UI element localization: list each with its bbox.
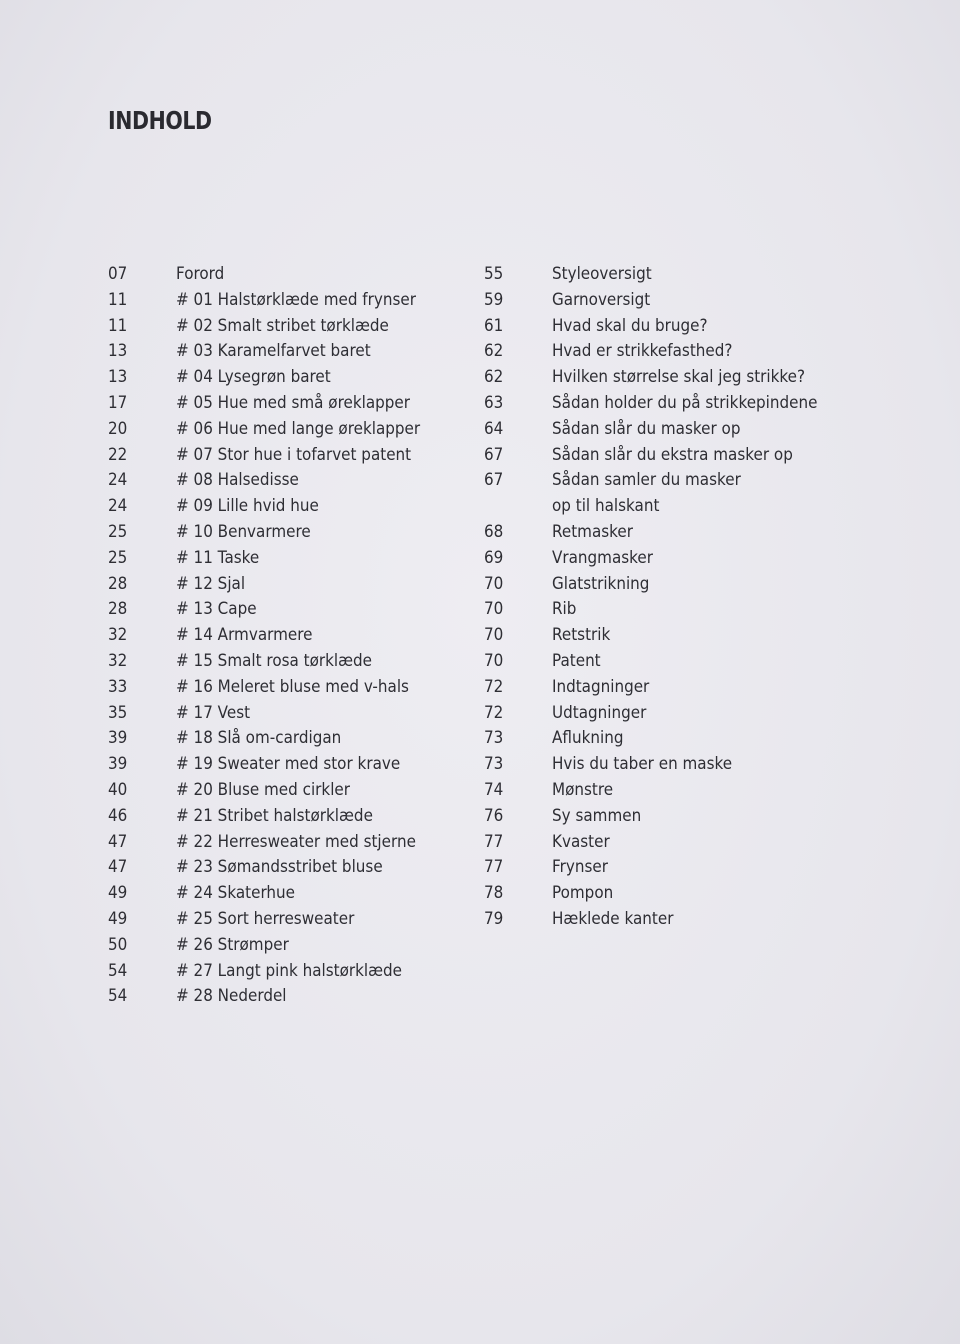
toc-entry — [108, 548, 441, 574]
toc-entry-title: Frynser — [552, 857, 608, 877]
toc-entry-title: # 27 Langt pink halstørklæde — [176, 960, 402, 980]
toc-entry — [484, 419, 841, 445]
toc-entry — [108, 703, 441, 729]
toc-page-number: 77 — [484, 857, 504, 877]
toc-entry-title: # 28 Nederdel — [176, 986, 287, 1006]
toc-page-number: 69 — [484, 547, 504, 567]
toc-entry — [108, 496, 441, 522]
toc-page-number: 70 — [484, 573, 504, 593]
toc-entry — [484, 496, 841, 522]
toc-page-number: 63 — [484, 392, 504, 412]
toc-entry — [484, 832, 841, 858]
toc-entry-title: Styleoversigt — [552, 264, 652, 283]
toc-page-number: 40 — [108, 779, 128, 799]
toc-entry-title: # 17 Vest — [176, 702, 251, 722]
toc-entry — [108, 290, 441, 316]
toc-page-number: 07 — [108, 264, 128, 283]
toc-entry — [108, 986, 441, 1012]
toc-entry-title: Sådan slår du ekstra masker op — [552, 444, 793, 464]
toc-page-number: 68 — [484, 521, 504, 541]
toc-page-number: 70 — [484, 650, 504, 670]
toc-entry — [484, 754, 841, 780]
toc-page-number: 46 — [108, 805, 128, 825]
toc-entry-title: # 25 Sort herresweater — [176, 908, 355, 928]
toc-page-number: 72 — [484, 676, 504, 696]
toc-entry — [484, 548, 841, 574]
toc-page-number: 72 — [484, 702, 504, 722]
toc-entry-title: Udtagninger — [552, 702, 647, 722]
toc-entry-title: # 06 Hue med lange øreklapper — [176, 418, 421, 438]
toc-entry — [484, 625, 841, 651]
toc-page-number: 35 — [108, 702, 128, 722]
toc-page-number: 49 — [108, 883, 128, 903]
toc-entry — [484, 651, 841, 677]
toc-entry-title: # 01 Halstørklæde med frynser — [176, 289, 416, 309]
toc-entry — [484, 857, 841, 883]
toc-page-number: 78 — [484, 883, 504, 903]
toc-entry — [484, 445, 841, 471]
toc-entry — [484, 290, 841, 316]
toc-page-number: 17 — [108, 392, 128, 412]
toc-right-column — [484, 264, 841, 935]
toc-page-number: 50 — [108, 934, 128, 954]
toc-entry — [108, 393, 441, 419]
toc-entry-title: Forord — [176, 264, 225, 283]
toc-entry-title: # 08 Halsedisse — [176, 470, 299, 490]
toc-entry — [108, 341, 441, 367]
toc-page-number: 73 — [484, 754, 504, 774]
toc-entry-title: # 09 Lille hvid hue — [176, 496, 319, 516]
toc-entry — [484, 393, 841, 419]
toc-page-number: 70 — [484, 625, 504, 645]
toc-entry-title: # 04 Lysegrøn baret — [176, 367, 331, 387]
toc-page-number: 54 — [108, 960, 128, 980]
toc-entry — [108, 883, 441, 909]
toc-entry — [484, 806, 841, 832]
toc-page-number: 76 — [484, 805, 504, 825]
toc-entry-title: Aflukning — [552, 728, 624, 748]
toc-page-number: 54 — [108, 986, 128, 1006]
toc-entry-title: Retmasker — [552, 521, 633, 541]
toc-entry — [108, 832, 441, 858]
toc-entry-title: op til halskant — [552, 496, 660, 516]
toc-entry — [484, 522, 841, 548]
toc-page-number: 55 — [484, 264, 504, 283]
toc-entry — [484, 728, 841, 754]
toc-entry-title: # 15 Smalt rosa tørklæde — [176, 650, 373, 670]
toc-entry-title: Garnoversigt — [552, 289, 651, 309]
toc-entry — [108, 316, 441, 342]
toc-entry — [108, 367, 441, 393]
toc-entry-title: Hæklede kanter — [552, 908, 674, 928]
toc-page-number: 13 — [108, 367, 128, 387]
toc-entry — [108, 780, 441, 806]
toc-entry-title: Pompon — [552, 883, 614, 903]
toc-entry-title: Mønstre — [552, 779, 614, 799]
toc-page-number: 64 — [484, 418, 504, 438]
toc-page-number: 67 — [484, 470, 504, 490]
toc-page-number: 24 — [108, 496, 128, 516]
toc-entry-title: # 21 Stribet halstørklæde — [176, 805, 373, 825]
toc-entry-title: # 11 Taske — [176, 547, 260, 567]
toc-entry — [484, 574, 841, 600]
toc-entry — [484, 599, 841, 625]
toc-entry-title: # 20 Bluse med cirkler — [176, 779, 350, 799]
toc-entry — [108, 857, 441, 883]
toc-page-number: 39 — [108, 754, 128, 774]
toc-entry — [108, 625, 441, 651]
toc-page-number: 11 — [108, 315, 128, 335]
toc-entry-title: # 14 Armvarmere — [176, 625, 313, 645]
toc-entry-title: Hvad er strikkefasthed? — [552, 341, 733, 361]
toc-entry — [484, 677, 841, 703]
toc-entry — [108, 470, 441, 496]
toc-entry-title: # 12 Sjal — [176, 573, 246, 593]
toc-entry-title: Vrangmasker — [552, 547, 654, 567]
toc-page-number: 47 — [108, 857, 128, 877]
toc-entry — [108, 961, 441, 987]
toc-page-number: 77 — [484, 831, 504, 851]
toc-entry-title: # 07 Stor hue i tofarvet patent — [176, 444, 412, 464]
toc-entry — [108, 754, 441, 780]
toc-entry — [108, 599, 441, 625]
toc-page-number: 61 — [484, 315, 504, 335]
toc-entry-title: # 05 Hue med små øreklapper — [176, 392, 410, 412]
toc-page-number: 25 — [108, 547, 128, 567]
toc-page-number: 32 — [108, 650, 128, 670]
toc-page-number: 39 — [108, 728, 128, 748]
toc-page-number: 22 — [108, 444, 128, 464]
toc-entry-title: # 16 Meleret bluse med v-hals — [176, 676, 409, 696]
toc-entry — [108, 419, 441, 445]
toc-entry-title: # 19 Sweater med stor krave — [176, 754, 401, 774]
toc-entry — [108, 574, 441, 600]
toc-entry-title: # 18 Slå om-cardigan — [176, 728, 342, 748]
toc-entry-title: Sådan holder du på strikkepindene — [552, 392, 818, 412]
toc-entry — [108, 806, 441, 832]
toc-page-number: 70 — [484, 599, 504, 619]
toc-entry — [484, 316, 841, 342]
toc-left-column — [108, 264, 441, 1012]
toc-page-number: 11 — [108, 289, 128, 309]
toc-entry — [484, 264, 841, 290]
toc-page-number: 62 — [484, 341, 504, 361]
toc-page-number: 25 — [108, 521, 128, 541]
toc-page-number: 79 — [484, 908, 504, 928]
toc-entry — [108, 264, 441, 290]
toc-entry-title: Patent — [552, 650, 601, 670]
toc-entry — [108, 909, 441, 935]
toc-page-number: 13 — [108, 341, 128, 361]
toc-page-number: 28 — [108, 599, 128, 619]
toc-entry — [484, 883, 841, 909]
toc-entry — [484, 470, 841, 496]
toc-entry-title: # 13 Cape — [176, 599, 257, 619]
toc-page-number: 33 — [108, 676, 128, 696]
toc-entry — [108, 651, 441, 677]
toc-page-number: 47 — [108, 831, 128, 851]
toc-entry-title: # 03 Karamelfarvet baret — [176, 341, 371, 361]
toc-entry-title: # 24 Skaterhue — [176, 883, 295, 903]
toc-entry-title: Sådan slår du masker op — [552, 418, 741, 438]
toc-entry-title: Sy sammen — [552, 805, 642, 825]
toc-entry — [484, 703, 841, 729]
toc-entry-title: Hvad skal du bruge? — [552, 315, 708, 335]
toc-entry-title: # 10 Benvarmere — [176, 521, 311, 541]
toc-page-number: 74 — [484, 779, 504, 799]
toc-entry-title: # 23 Sømandsstribet bluse — [176, 857, 383, 877]
toc-entry-title: Indtagninger — [552, 676, 650, 696]
toc-entry — [108, 728, 441, 754]
toc-entry — [484, 367, 841, 393]
toc-entry-title: Sådan samler du masker — [552, 470, 741, 490]
toc-entry-title: Kvaster — [552, 831, 610, 851]
toc-entry — [108, 522, 441, 548]
toc-page-number: 67 — [484, 444, 504, 464]
toc-page-number: 20 — [108, 418, 128, 438]
toc-page-number: 32 — [108, 625, 128, 645]
toc-entry-title: Hvilken størrelse skal jeg strikke? — [552, 367, 806, 387]
toc-entry-title: # 26 Strømper — [176, 934, 289, 954]
toc-page-number: 62 — [484, 367, 504, 387]
toc-entry — [484, 341, 841, 367]
toc-entry — [108, 935, 441, 961]
toc-entry-title: Rib — [552, 599, 577, 619]
toc-page-number: 28 — [108, 573, 128, 593]
toc-page-number: 59 — [484, 289, 504, 309]
toc-page-number: 73 — [484, 728, 504, 748]
toc-entry-title: # 02 Smalt stribet tørklæde — [176, 315, 389, 335]
toc-entry — [108, 445, 441, 471]
toc-entry-title: Retstrik — [552, 625, 611, 645]
toc-page-number: 49 — [108, 908, 128, 928]
toc-entry-title: Glatstrikning — [552, 573, 650, 593]
page-title: INDHOLD — [108, 106, 212, 135]
toc-entry-title: # 22 Herresweater med stjerne — [176, 831, 416, 851]
toc-page-number: 24 — [108, 470, 128, 490]
toc-entry — [484, 909, 841, 935]
toc-entry — [484, 780, 841, 806]
toc-entry — [108, 677, 441, 703]
toc-entry-title: Hvis du taber en maske — [552, 754, 733, 774]
